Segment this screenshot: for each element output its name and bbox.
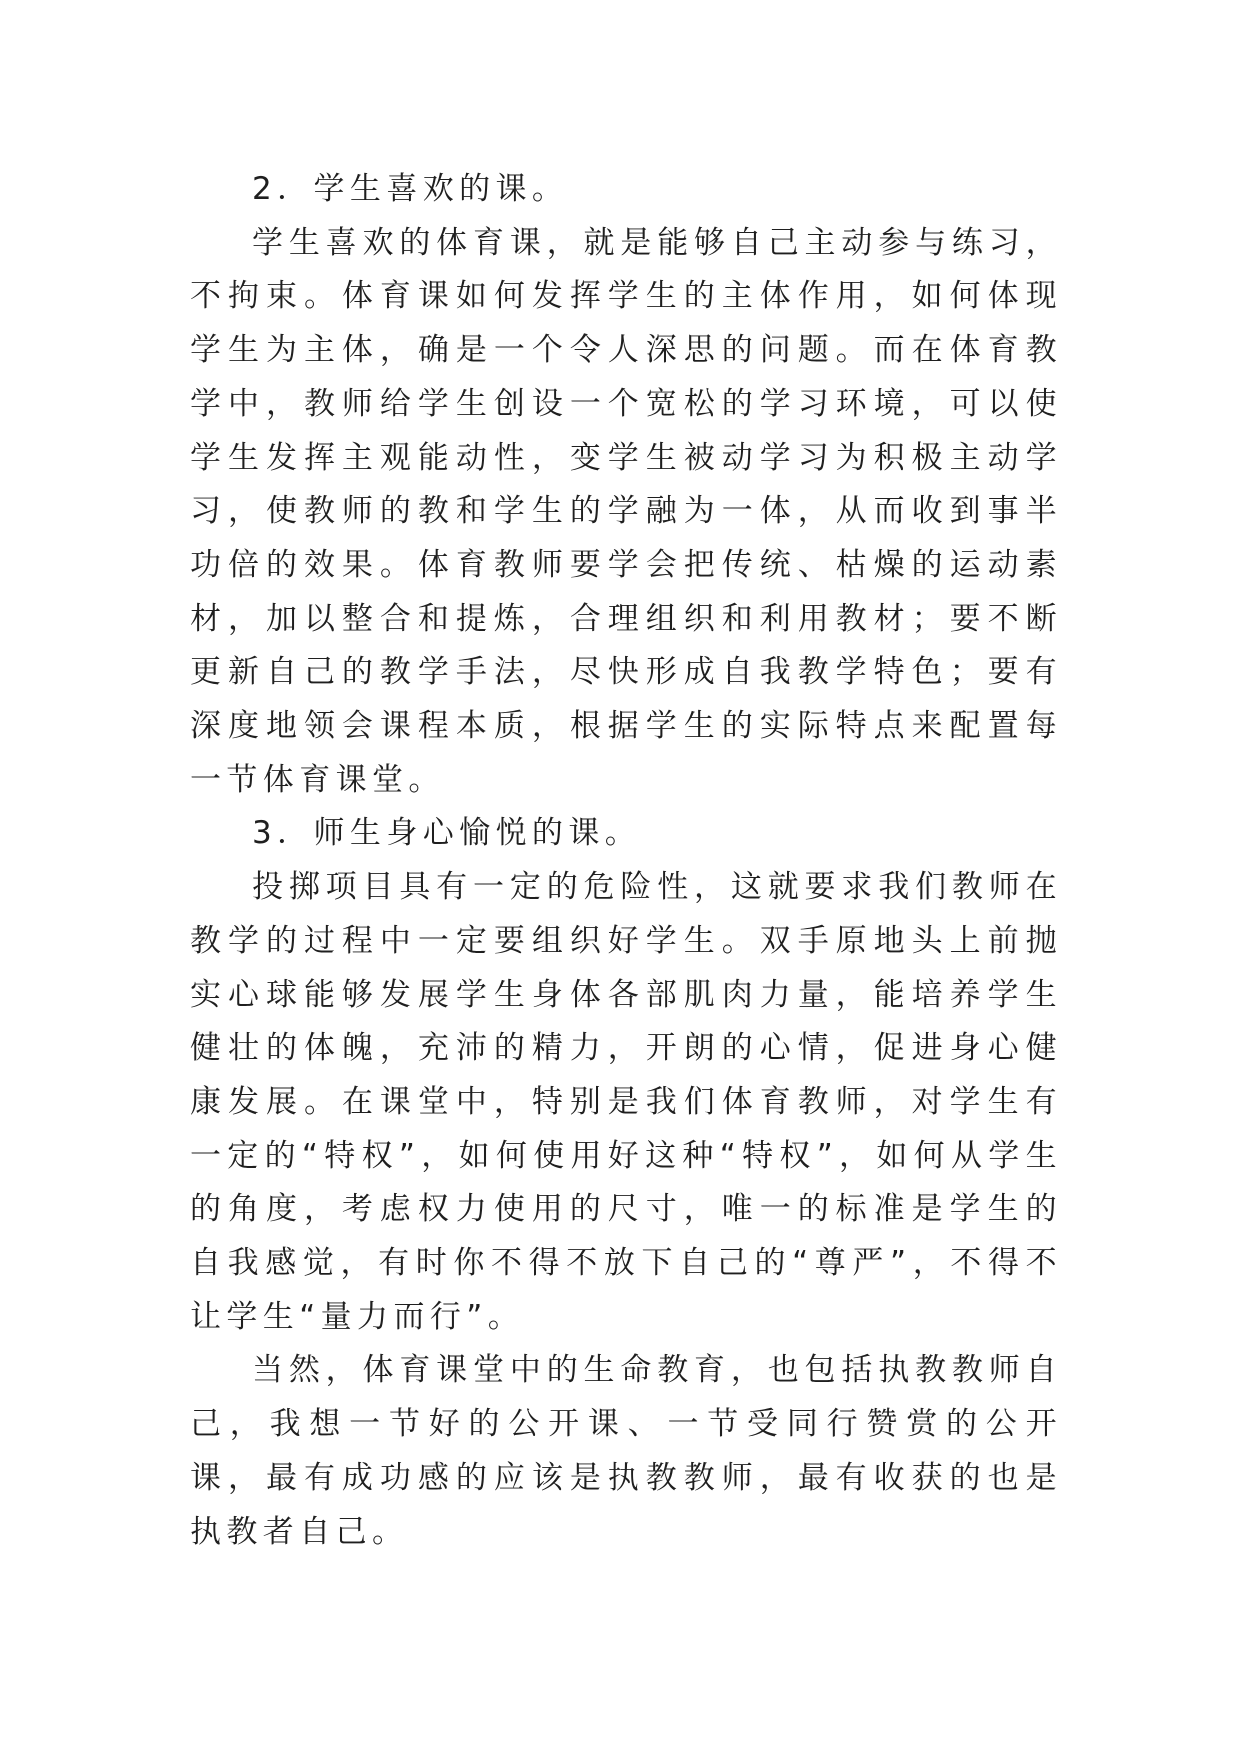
paragraph-teacher-reflection: 当然，体育课堂中的生命教育，也包括执教教师自己，我想一节好的公开课、一节受同行赞赏的公开课，最有成功感的应该是执教教师，最有收获的也是执教者自己。: [190, 1352, 1062, 1550]
section-heading-3: 3．师生身心愉悦的课。: [252, 815, 642, 852]
paragraph-favorite-class: 学生喜欢的体育课，就是能够自己主动参与练习，不拘束。体育课如何发挥学生的主体作用，如何体现学生为主体，确是一个令人深思的问题。而在体育教学中，教师给学生创设一个宽松的学习环境，可以使学生发挥主观能动性，变学生被动学习为积极主动学习，使教师的教和学生的学融为一体，从而收到事半功倍的效果。体育教师要学会把传统、枯燥的运动素材，加以整合和提炼，合理组织和利用教材；要不断更新自己的教学手法，尽快形成自我教学特色；要有深度地领会课程本质，根据学生的实际特点来配置每一节体育课堂。: [190, 224, 1062, 798]
document-body: [190, 163, 1062, 1559]
paragraph-throwing-safety: 投掷项目具有一定的危险性，这就要求我们教师在教学的过程中一定要组织好学生。双手原地头上前抛实心球能够发展学生身体各部肌肉力量，能培养学生健壮的体魄，充沛的精力，开朗的心情，促进身心健康发展。在课堂中，特别是我们体育教师，对学生有一定的“特权”，如何使用好这种“特权”，如何从学生的角度，考虑权力使用的尺寸，唯一的标准是学生的自我感觉，有时你不得不放下自己的“尊严”，不得不让学生“量力而行”。: [190, 869, 1062, 1335]
section-heading-2: 2．学生喜欢的课。: [252, 171, 569, 207]
